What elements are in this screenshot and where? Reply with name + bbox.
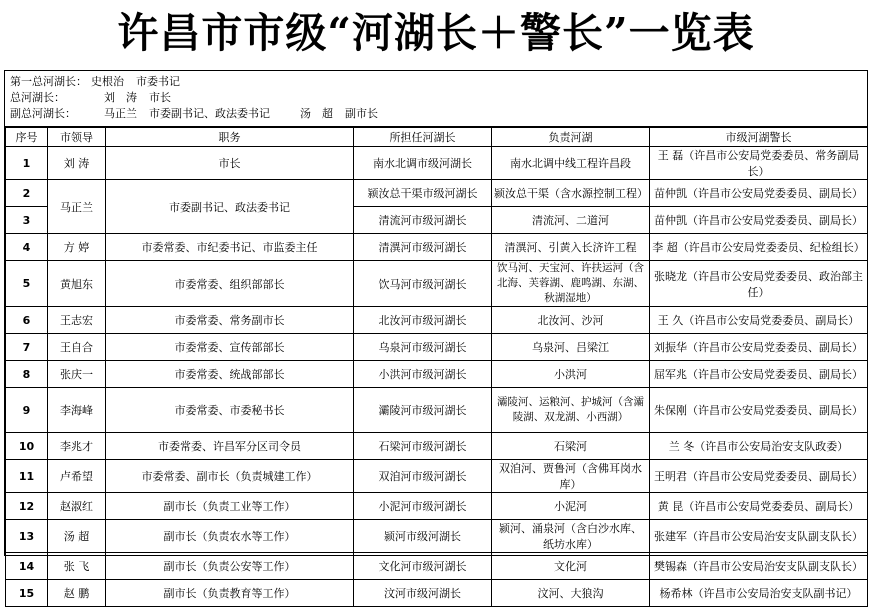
cell-rivers: 北汝河、沙河 — [492, 307, 650, 334]
cell-seq: 8 — [6, 361, 48, 388]
cell-police-chief: 杨希林（许昌市公安局治安支队副书记） — [650, 580, 868, 607]
cell-police-chief: 王明君（许昌市公安局党委委员、副局长） — [650, 460, 868, 493]
table-row — [6, 388, 868, 433]
cell-seq: 1 — [6, 147, 48, 180]
cell-seq: 14 — [6, 553, 48, 580]
summary-label: 副总河湖长： — [10, 107, 76, 120]
cell-title: 副市长（负责公安等工作） — [106, 553, 354, 580]
header-leader: 市领导 — [48, 128, 106, 147]
summary-line-first-chief — [10, 74, 867, 90]
table-row — [6, 234, 868, 261]
cell-leader: 卢希望 — [48, 460, 106, 493]
cell-rivers: 清潩河、引黄入长济许工程 — [492, 234, 650, 261]
cell-police-chief: 兰 冬（许昌市公安局治安支队政委） — [650, 433, 868, 460]
cell-seq: 4 — [6, 234, 48, 261]
cell-seq: 10 — [6, 433, 48, 460]
cell-rivers: 灞陵河、运粮河、护城河（含灞陵湖、双龙湖、小西湖） — [492, 388, 650, 433]
cell-police-chief: 苗仲凯（许昌市公安局党委委员、副局长） — [650, 180, 868, 207]
river-chief-table — [5, 127, 868, 607]
cell-title: 市委常委、常务副市长 — [106, 307, 354, 334]
cell-river-chief: 灞陵河市级河湖长 — [354, 388, 492, 433]
cell-leader: 李兆才 — [48, 433, 106, 460]
cell-river-chief: 颍河市级河湖长 — [354, 520, 492, 553]
summary-line-deputy-chief — [10, 106, 867, 122]
cell-title: 副市长（负责教育等工作） — [106, 580, 354, 607]
cell-police-chief: 屈军兆（许昌市公安局党委委员、副局长） — [650, 361, 868, 388]
cell-river-chief: 北汝河市级河湖长 — [354, 307, 492, 334]
summary-name: 马正兰 — [104, 107, 137, 120]
cell-leader: 马正兰 — [48, 180, 106, 234]
cell-rivers: 双洎河、贾鲁河（含佛耳岗水库） — [492, 460, 650, 493]
cell-river-chief: 清潩河市级河湖长 — [354, 234, 492, 261]
summary-name: 刘 涛 — [104, 91, 137, 104]
cell-police-chief: 樊锡森（许昌市公安局治安支队副支队长） — [650, 553, 868, 580]
table-row — [6, 180, 868, 207]
cell-rivers: 清流河、二道河 — [492, 207, 650, 234]
table-row — [6, 493, 868, 520]
cell-leader: 张庆一 — [48, 361, 106, 388]
cell-river-chief: 双洎河市级河湖长 — [354, 460, 492, 493]
header-title: 职务 — [106, 128, 354, 147]
cell-title: 市委常委、市委秘书长 — [106, 388, 354, 433]
cell-river-chief: 南水北调市级河湖长 — [354, 147, 492, 180]
cell-river-chief: 颍汝总干渠市级河湖长 — [354, 180, 492, 207]
cell-title: 市委常委、副市长（负责城建工作） — [106, 460, 354, 493]
cell-leader: 赵淑红 — [48, 493, 106, 520]
table-row — [6, 361, 868, 388]
cell-seq: 6 — [6, 307, 48, 334]
cell-leader: 汤 超 — [48, 520, 106, 553]
cell-title: 市委常委、宣传部部长 — [106, 334, 354, 361]
cell-river-chief: 汶河市级河湖长 — [354, 580, 492, 607]
cell-seq: 12 — [6, 493, 48, 520]
summary-role: 副市长 — [345, 107, 378, 120]
cell-title: 市委常委、统战部部长 — [106, 361, 354, 388]
cell-seq: 9 — [6, 388, 48, 433]
table-row — [6, 520, 868, 553]
header-police-chief: 市级河湖警长 — [650, 128, 868, 147]
cell-seq: 7 — [6, 334, 48, 361]
cell-river-chief: 小洪河市级河湖长 — [354, 361, 492, 388]
cell-police-chief: 苗仲凯（许昌市公安局党委委员、副局长） — [650, 207, 868, 234]
cell-rivers: 石梁河 — [492, 433, 650, 460]
cell-leader: 黄旭东 — [48, 261, 106, 307]
cell-seq: 5 — [6, 261, 48, 307]
cell-title: 市委副书记、政法委书记 — [106, 180, 354, 234]
cell-police-chief: 王 久（许昌市公安局党委委员、副局长） — [650, 307, 868, 334]
document-body — [4, 70, 868, 600]
summary-role: 市长 — [149, 91, 171, 104]
summary-line-chief — [10, 90, 867, 106]
cell-police-chief: 张晓龙（许昌市公安局党委委员、政治部主任） — [650, 261, 868, 307]
summary-name: 史根治 — [91, 75, 124, 88]
chief-summary — [5, 71, 867, 127]
cell-seq: 2 — [6, 180, 48, 207]
cell-title: 市委常委、组织部部长 — [106, 261, 354, 307]
cell-rivers: 汶河、大狼沟 — [492, 580, 650, 607]
document-title: 许昌市市级“河湖长＋警长”一览表 — [117, 9, 755, 57]
summary-role: 市委书记 — [136, 75, 180, 88]
summary-label: 总河湖长： — [10, 91, 65, 104]
cell-rivers: 颍河、涌泉河（含白沙水库、纸坊水库） — [492, 520, 650, 553]
cell-title: 市委常委、许昌军分区司令员 — [106, 433, 354, 460]
cell-title: 市长 — [106, 147, 354, 180]
cell-river-chief: 乌泉河市级河湖长 — [354, 334, 492, 361]
cell-leader: 张 飞 — [48, 553, 106, 580]
table-row — [6, 261, 868, 307]
cell-rivers: 饮马河、天宝河、许扶运河（含北海、芙蓉湖、鹿鸣湖、东湖、秋湖湿地） — [492, 261, 650, 307]
cell-rivers: 小泥河 — [492, 493, 650, 520]
cell-leader: 刘 涛 — [48, 147, 106, 180]
cell-police-chief: 张建军（许昌市公安局治安支队副支队长） — [650, 520, 868, 553]
cell-rivers: 颍汝总干渠（含水源控制工程） — [492, 180, 650, 207]
cell-leader: 李海峰 — [48, 388, 106, 433]
header-river-chief: 所担任河湖长 — [354, 128, 492, 147]
cell-leader: 王志宏 — [48, 307, 106, 334]
cell-police-chief: 王 磊（许昌市公安局党委委员、常务副局长） — [650, 147, 868, 180]
cell-seq: 11 — [6, 460, 48, 493]
summary-label: 第一总河湖长： — [10, 75, 87, 88]
table-row — [6, 580, 868, 607]
table-row — [6, 147, 868, 180]
table-row — [6, 553, 868, 580]
cell-seq: 3 — [6, 207, 48, 234]
header-seq: 序号 — [6, 128, 48, 147]
cell-leader: 王自合 — [48, 334, 106, 361]
cell-river-chief: 文化河市级河湖长 — [354, 553, 492, 580]
cell-title: 副市长（负责农水等工作） — [106, 520, 354, 553]
cell-leader: 方 婷 — [48, 234, 106, 261]
cell-police-chief: 刘振华（许昌市公安局党委委员、副局长） — [650, 334, 868, 361]
cell-rivers: 文化河 — [492, 553, 650, 580]
table-row — [6, 334, 868, 361]
cell-title: 市委常委、市纪委书记、市监委主任 — [106, 234, 354, 261]
cell-river-chief: 石梁河市级河湖长 — [354, 433, 492, 460]
cell-title: 副市长（负责工业等工作） — [106, 493, 354, 520]
cell-police-chief: 黄 昆（许昌市公安局党委委员、副局长） — [650, 493, 868, 520]
cell-police-chief: 李 超（许昌市公安局党委委员、纪检组长） — [650, 234, 868, 261]
cell-rivers: 南水北调中线工程许昌段 — [492, 147, 650, 180]
cell-police-chief: 朱保刚（许昌市公安局党委委员、副局长） — [650, 388, 868, 433]
cell-seq: 15 — [6, 580, 48, 607]
summary-role: 市委副书记、政法委书记 — [149, 107, 270, 120]
table-row — [6, 307, 868, 334]
cell-river-chief: 饮马河市级河湖长 — [354, 261, 492, 307]
cell-river-chief: 小泥河市级河湖长 — [354, 493, 492, 520]
table-row — [6, 433, 868, 460]
table-row — [6, 460, 868, 493]
header-rivers: 负责河湖 — [492, 128, 650, 147]
cell-seq: 13 — [6, 520, 48, 553]
cell-leader: 赵 鹏 — [48, 580, 106, 607]
cell-rivers: 乌泉河、吕梁江 — [492, 334, 650, 361]
cell-rivers: 小洪河 — [492, 361, 650, 388]
summary-name: 汤 超 — [300, 107, 333, 120]
cell-river-chief: 清流河市级河湖长 — [354, 207, 492, 234]
